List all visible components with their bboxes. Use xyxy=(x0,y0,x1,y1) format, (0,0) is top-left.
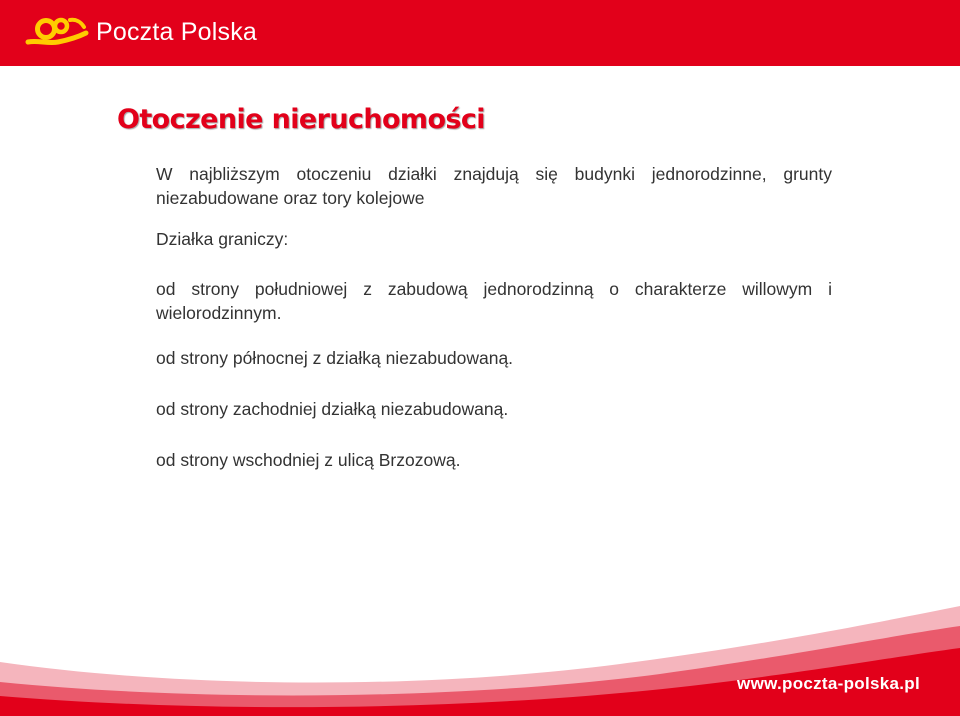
header-bar xyxy=(0,0,960,66)
paragraph-borders-heading: Działka graniczy: xyxy=(156,229,289,249)
paragraph-west: od strony zachodniej działką niezabudowaną. xyxy=(156,399,509,419)
paragraph-south: od strony południowej z zabudową jednorodzinną o charakterze willowym i wielorodzinnym. xyxy=(156,279,832,323)
footer-band xyxy=(0,592,960,716)
footer-url-link[interactable]: www.poczta-polska.pl xyxy=(737,674,920,693)
slide-body xyxy=(156,162,832,472)
paragraph-north: od strony północnej z działką niezabudowaną. xyxy=(156,348,514,368)
brand-name: Poczta Polska xyxy=(96,17,258,46)
slide-title: Otoczenie nieruchomości xyxy=(117,104,485,135)
paragraph-surroundings: W najbliższym otoczeniu działki znajdują się budynki jednorodzinne, grunty niezabudowane oraz tory kolejowe xyxy=(156,164,832,208)
post-horn-icon xyxy=(24,10,90,54)
footer-wave-graphic xyxy=(0,592,960,716)
logo[interactable] xyxy=(24,8,257,56)
paragraph-east: od strony wschodniej z ulicą Brzozową. xyxy=(156,450,461,470)
